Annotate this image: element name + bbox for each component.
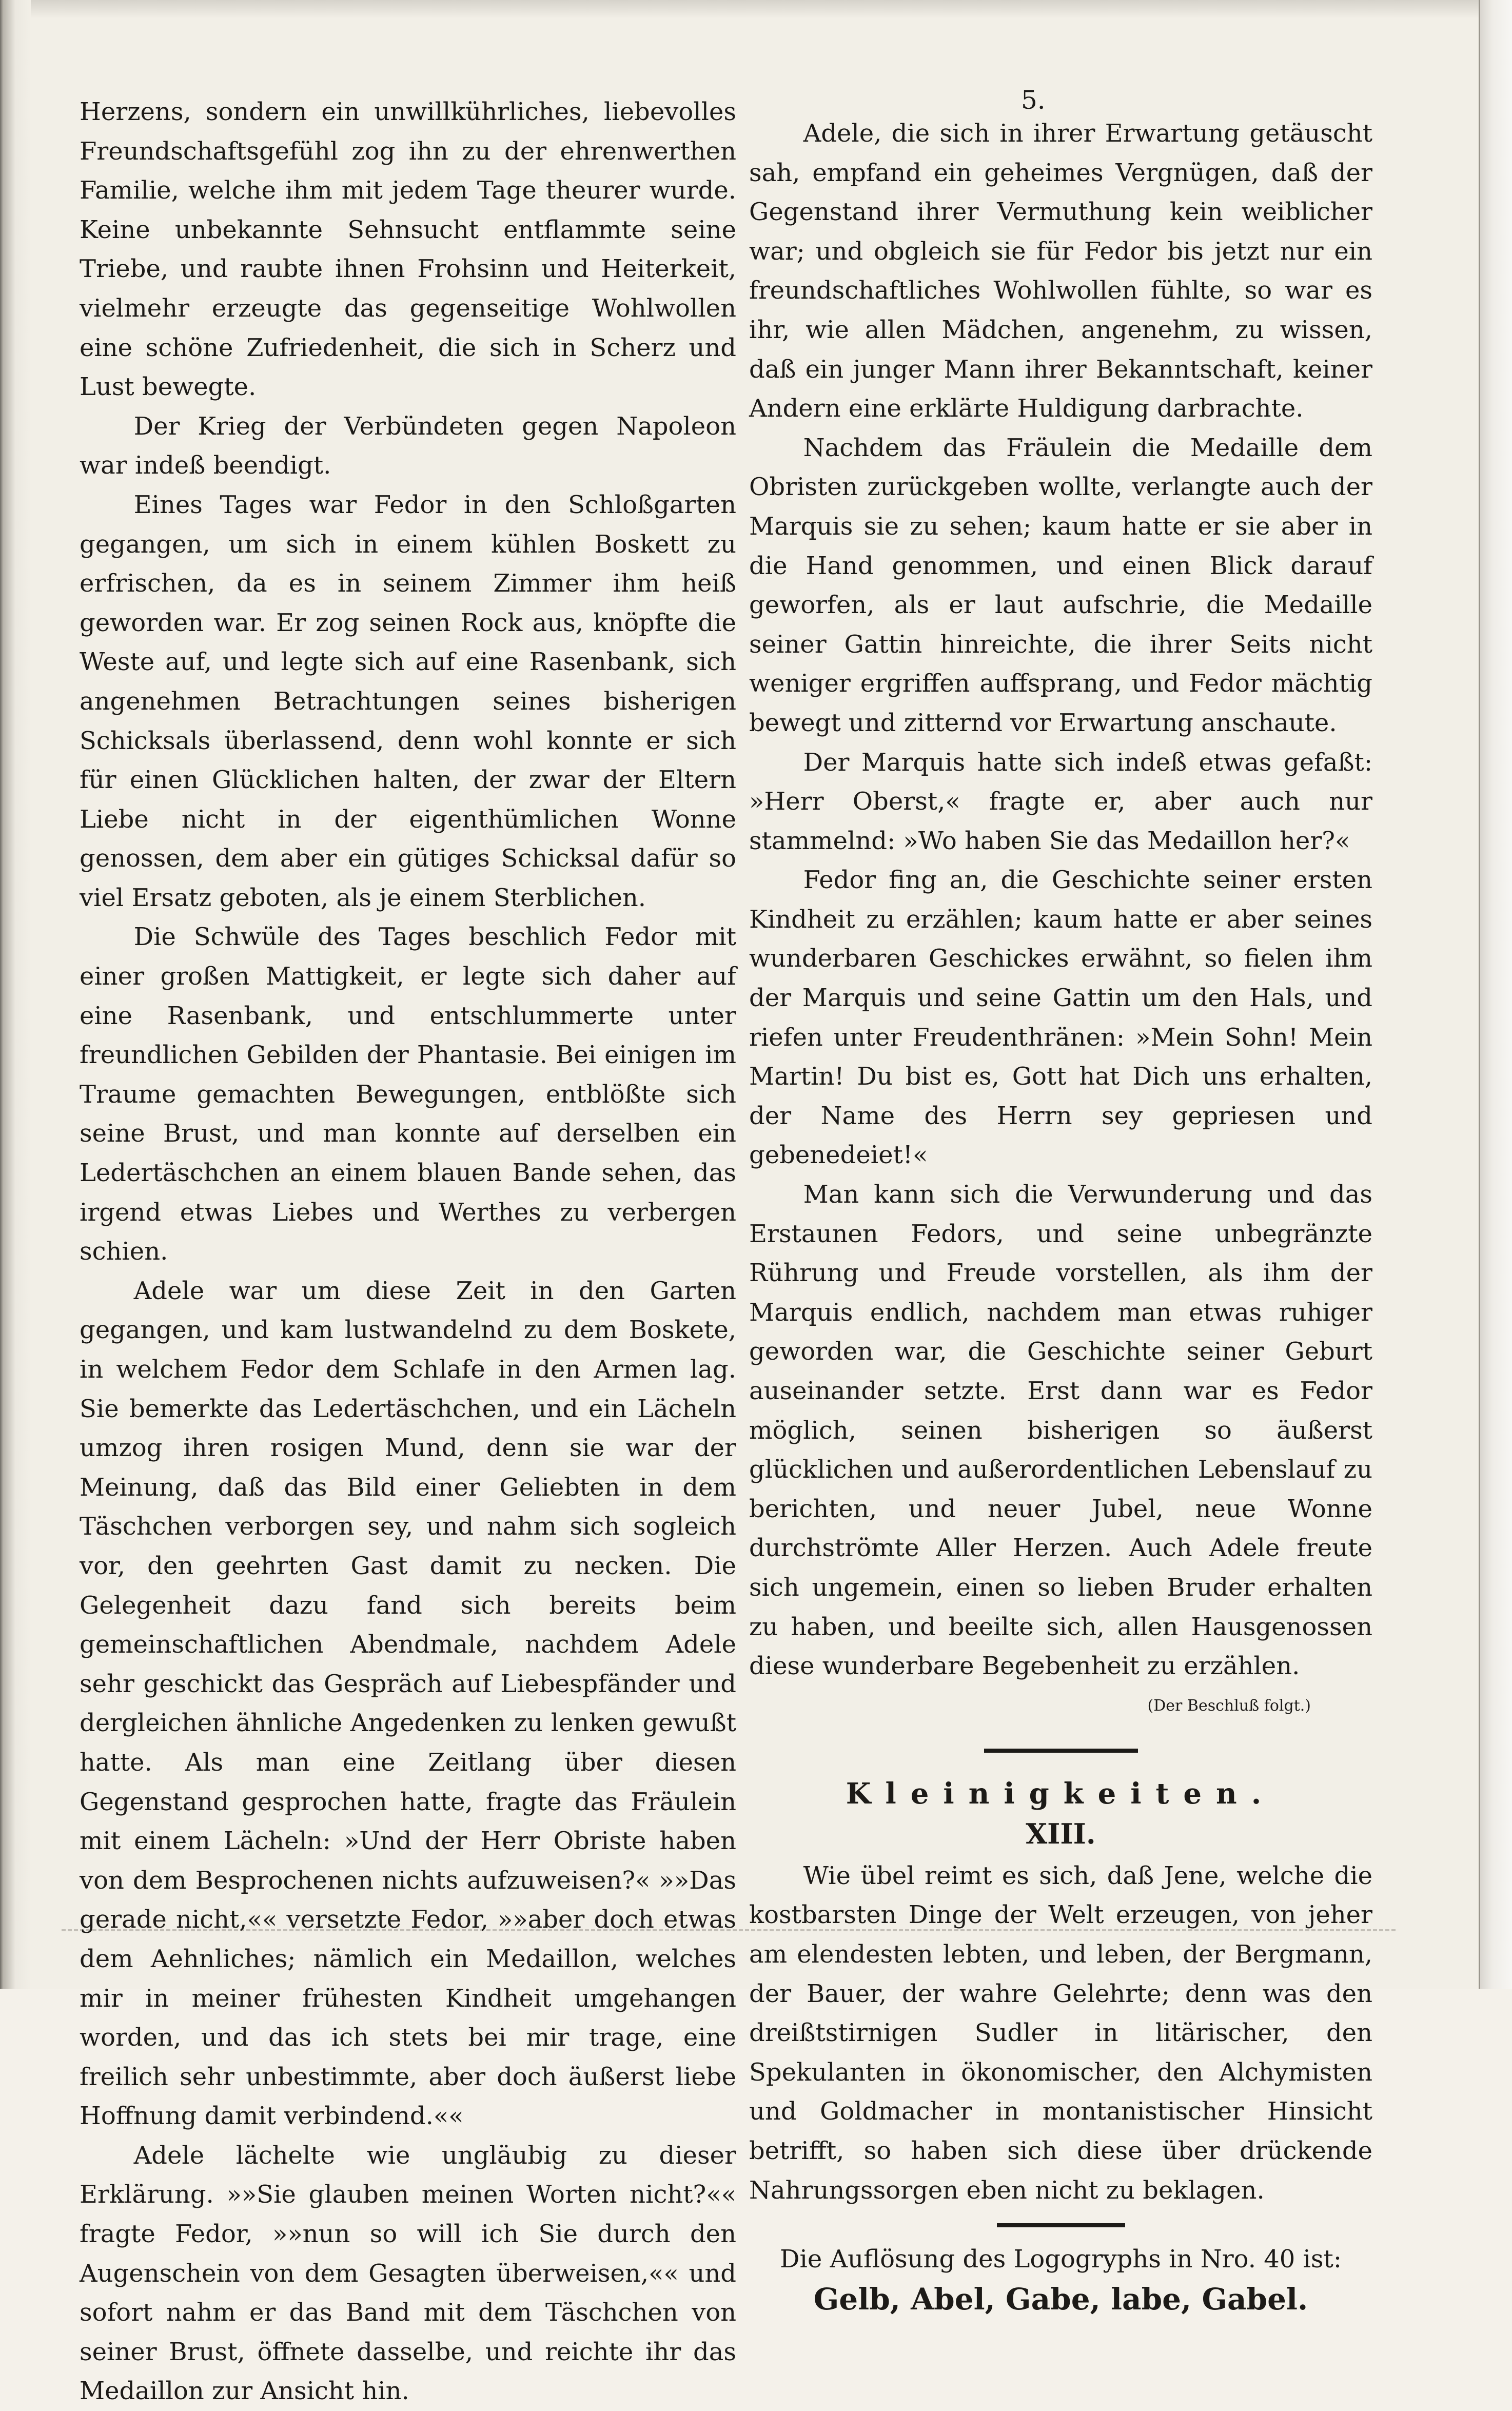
- continued-note: (Der Beschluß folgt.): [1147, 1696, 1311, 1715]
- left-paragraph-3: Eines Tages war Fedor in den Schloßgarten gegangen, um sich in einem kühlen Boskett zu erfrischen, da es in seinem Zimmer ihm heiß geworden war. Er zog seinen Rock aus, knöpfte die Weste auf, und legte sich auf eine Rasenbank, sich angenehmen Betrachtungen seines bisherigen Schicksals überlassend, denn wohl konnte er sich für einen Glücklichen halten, der zwar der Eltern Liebe nicht in der eigenthümlichen Wonne genossen, dem aber ein gütiges Schicksal dafür so viel Ersatz geboten, als je einem Sterblichen.: [80, 490, 736, 912]
- page-right-edge: [1479, 0, 1512, 1989]
- right-paragraph-1: Adele, die sich in ihrer Erwartung getäuscht sah, empfand ein geheimes Vergnügen, daß der Gegenstand ihrer Vermuthung kein weiblicher war; und obgleich sie für Fedor bis jetzt nur ein freundschaftliches Wohlwollen fühlte, so war es ihr, wie allen Mädchen, angenehm, zu wissen, daß ein junger Mann ihrer Bekanntschaft, keiner Andern eine erklärte Huldigung darbrachte.: [749, 119, 1372, 423]
- right-paragraph-4: Fedor fing an, die Geschichte seiner ersten Kindheit zu erzählen; kaum hatte er aber seines wunderbaren Geschickes erwähnt, so fielen ihm der Marquis und seine Gattin um den Hals, und riefen unter Freudenthränen: »Mein Sohn! Mein Martin! Du bist es, Gott hat Dich uns erhalten, der Name des Herrn sey gepriesen und gebenedeiet!«: [749, 866, 1372, 1170]
- right-paragraph-5: Man kann sich die Verwunderung und das Erstaunen Fedors, und seine unbegränzte Rührung und Freude vorstellen, als ihm der Marquis endlich, nachdem man etwas ruhiger geworden war, die Geschichte seiner Geburt auseinander setzte. Erst dann war es Fedor möglich, seinen bisherigen so äußerst glücklichen und außerordentlichen Lebenslauf zu berichten, und neuer Jubel, neue Wonne durchströmte Aller Herzen. Auch Adele freute sich ungemein, einen so lieben Bruder erhalten zu haben, und beeilte sich, allen Hausgenossen diese wunderbare Begebenheit zu erzählen.: [749, 1180, 1372, 1681]
- page-top-edge: [0, 0, 1480, 18]
- right-column: [749, 92, 1372, 2320]
- right-paragraph-2: Nachdem das Fräulein die Medaille dem Obristen zurückgeben wollte, verlangte auch der Marquis sie zu sehen; kaum hatte er sie aber in die Hand genommen, und einen Blick darauf geworfen, als er laut aufschrie, die Medaille seiner Gattin hinreichte, die ihrer Seits nicht weniger ergriffen auffsprang, und Fedor mächtig bewegt und zitternd vor Erwartung anschaute.: [749, 433, 1372, 737]
- solution-intro: Die Auflösung des Logogryphs in Nro. 40 ist:: [780, 2245, 1342, 2274]
- section-divider-rule: [984, 1749, 1138, 1753]
- left-paragraph-4: Die Schwüle des Tages beschlich Fedor mit einer großen Mattigkeit, er legte sich daher auf eine Rasenbank, und entschlummerte unter freundlichen Gebilden der Phantasie. Bei einigen im Traume gemachten Bewegungen, entblößte sich seine Brust, und man konnte auf derselben ein Ledertäschchen an einem blauen Bande sehen, das irgend etwas Liebes und Werthes zu verbergen schien.: [80, 923, 736, 1266]
- right-paragraph-3: Der Marquis hatte sich indeß etwas gefaßt: »Herr Oberst,« fragte er, aber auch nur stammelnd: »Wo haben Sie das Medaillon her?«: [749, 748, 1372, 855]
- page-number: 5.: [1021, 85, 1046, 115]
- left-paragraph-1: Herzens, sondern ein unwillkührliches, liebevolles Freundschaftsgefühl zog ihn zu der ehrenwerthen Familie, welche ihm mit jedem Tage theurer wurde. Keine unbekannte Sehnsucht entflammte seine Triebe, und raubte ihnen Frohsinn und Heiterkeit, vielmehr erzeugte das gegenseitige Wohlwollen eine schöne Zufriedenheit, die sich in Scherz und Lust bewegte.: [80, 97, 736, 402]
- solution-divider-rule: [997, 2223, 1125, 2227]
- left-column: [80, 92, 736, 2411]
- solution-words: Gelb, Abel, Gabe, labe, Gabel.: [813, 2282, 1308, 2317]
- left-paragraph-2: Der Krieg der Verbündeten gegen Napoleon war indeß beendigt.: [80, 411, 736, 480]
- section-heading: Kleinigkeiten.: [846, 1776, 1276, 1811]
- left-paragraph-6: Adele lächelte wie ungläubig zu dieser Erklärung. »»Sie glauben meinen Worten nicht?«« fragte Fedor, »»nun so will ich Sie durch den Augenschein von dem Gesagten überweisen,«« und sofort nahm er das Band mit dem Täschchen von seiner Brust, öffnete dasselbe, und reichte ihr das Medaillon zur Ansicht hin.: [80, 2141, 736, 2406]
- left-paragraph-5: Adele war um diese Zeit in den Garten gegangen, und kam lustwandelnd zu dem Boskete, in welchem Fedor dem Schlafe in den Armen lag. Sie bemerkte das Ledertäschchen, und ein Lächeln umzog ihren rosigen Mund, denn sie war der Meinung, daß das Bild einer Geliebten in dem Täschchen verborgen sey, und nahm sich sogleich vor, den geehrten Gast damit zu necken. Die Gelegenheit dazu fand sich bereits beim gemeinschaftlichen Abendmale, nachdem Adele sehr geschickt das Gespräch auf Liebespfänder und dergleichen ähnliche Angedenken zu lenken gewußt hatte. Als man eine Zeitlang über diesen Gegenstand gesprochen hatte, fragte das Fräulein mit einem Lächeln: »Und der Herr Obriste haben von dem Besprochenen nichts aufzuweisen?« »»Das gerade nicht,«« versetzte Fedor, »»aber doch etwas dem Aehnliches; nämlich ein Medaillon, welches mir in meiner frühesten Kindheit umgehangen worden, und das ich stets bei mir trage, eine freilich sehr unbestimmte, aber doch äußerst liebe Hoffnung damit verbindend.««: [80, 1276, 736, 2131]
- page-left-edge: [0, 0, 31, 1989]
- section-text: Wie übel reimt es sich, daß Jene, welche die kostbarsten Dinge der Welt erzeugen, von jeher am elendesten lebten, und leben, der Bergmann, der Bauer, der wahre Gelehrte; denn was den dreißtstirnigen Sudler in litärischer, den Spekulanten in ökonomischer, den Alchymisten und Goldmacher in montanistischer Hinsicht betrifft, so haben sich diese über drückende Nahrungssorgen eben nicht zu beklagen.: [749, 1861, 1372, 2205]
- section-number: XIII.: [1026, 1817, 1096, 1850]
